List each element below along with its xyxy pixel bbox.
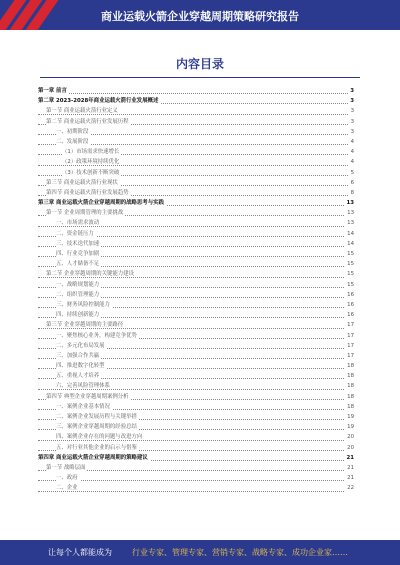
toc-entry-page: 3 (348, 86, 354, 96)
header-banner (0, 0, 400, 30)
toc-entry[interactable] (38, 178, 354, 188)
toc-entry-text: 四、行业竞争加剧 (56, 251, 100, 257)
toc-entry[interactable] (38, 443, 354, 453)
toc-entry-text: 第三节 企业穿越周期的主要路径 (46, 322, 124, 329)
toc-entry[interactable] (38, 453, 354, 463)
toc-entry-text: 三、财务风险控制能力 (56, 301, 110, 308)
toc-entry[interactable] (38, 290, 354, 300)
toc-entry[interactable] (38, 280, 354, 290)
toc-entry-page: 22 (345, 483, 354, 493)
toc-entry-text: 第二节 企业穿越周期的关键能力建设 (46, 271, 134, 278)
toc-entry-text: 第四节 商业运载火箭行业发展趋势 (46, 189, 129, 196)
toc-entry-text: 一、战略规划能力 (56, 281, 100, 288)
toc-entry-text: 第二章 2023-2028年商业运载火箭行业发展概述 (38, 98, 159, 105)
toc-entry-text: 第一节 商业运载火箭行业定义 (46, 108, 118, 115)
toc-entry[interactable] (38, 300, 354, 310)
toc-entry-text: 一、政府 (56, 475, 78, 482)
toc-entry[interactable] (38, 188, 354, 198)
toc-entry[interactable] (38, 86, 354, 96)
toc-entry-text: 四、案例企业存在的问题与改进方向 (56, 434, 143, 441)
toc-entry-page: 21 (345, 473, 354, 483)
toc-entry-page: 6 (349, 178, 354, 188)
toc-entry[interactable] (38, 168, 354, 178)
toc-entry[interactable] (38, 320, 354, 330)
toc-entry-text: 二、发展阶段 (56, 138, 89, 145)
toc-entry-text: 第四章 商业运载火箭企业穿越周期的策略建议 (38, 454, 148, 461)
toc-entry[interactable] (38, 218, 354, 228)
toc-entry[interactable] (38, 402, 354, 412)
toc-entry[interactable] (38, 351, 354, 361)
toc-entry-page: 13 (344, 198, 354, 208)
toc-entry[interactable] (38, 229, 354, 239)
toc-entry-text: 四、推进数字化转型 (56, 363, 105, 370)
toc-entry[interactable] (38, 473, 354, 483)
toc-entry[interactable] (38, 117, 354, 127)
toc-entry-text: 二、企业 (56, 485, 78, 492)
toc-entry-page: 18 (345, 371, 354, 381)
report-title: 商业运载火箭企业穿越周期策略研究报告 (101, 10, 299, 23)
toc-entry-text: 第三节 商业运载火箭行业现状 (46, 179, 118, 186)
toc-entry-page: 3 (349, 117, 354, 127)
toc-entry-text: 六、完善风险管理体系 (56, 383, 110, 390)
toc-entry[interactable] (38, 198, 354, 208)
toc-entry-text: 五、重视人才培养 (56, 373, 100, 380)
toc-entry[interactable] (38, 239, 354, 249)
toc-entry-text: 二、案例企业发展历程与关键举措 (56, 414, 137, 420)
toc-entry-page: 8 (349, 188, 354, 198)
toc-entry[interactable] (38, 208, 354, 218)
toc-entry-text: （3）技术创新不断突破 (62, 169, 120, 176)
toc-entry[interactable] (38, 310, 354, 320)
toc-entry-text: 第三章 商业运载火箭企业穿越周期的战略思考与实践 (38, 200, 164, 207)
toc-entry-page: 16 (345, 290, 354, 300)
toc-entry[interactable] (38, 432, 354, 442)
toc-entry-page: 4 (349, 157, 354, 167)
toc-entry-page: 18 (345, 361, 354, 371)
toc-entry[interactable] (38, 392, 354, 402)
toc-entry-page: 13 (345, 218, 354, 228)
toc-entry-page: 16 (345, 300, 354, 310)
toc-entry-page: 18 (345, 381, 354, 391)
toc-entry-page: 3 (349, 127, 354, 137)
toc-entry-page: 20 (345, 443, 354, 453)
leader-dots (38, 491, 348, 492)
toc-entry-text: （1）市场需求快速增长 (62, 149, 120, 156)
toc-title: 内容目录 (175, 57, 224, 71)
toc-entry-text: 三、技术迭代加速 (56, 240, 100, 247)
toc-entry-page: 14 (345, 239, 354, 249)
toc-entry[interactable] (38, 422, 354, 432)
toc-entry-page: 3 (349, 106, 354, 116)
toc-entry-page: 21 (345, 463, 354, 473)
toc-entry-text: 一、聚焦核心业务，构建竞争优势 (56, 332, 137, 339)
toc-entry-text: 一、市场需求波动 (56, 220, 100, 227)
toc-entry[interactable] (38, 483, 354, 493)
footer-tagline: 行业专家、管理专家、营销专家、战略专家、成功企业家…… (132, 548, 348, 557)
toc-entry-text: 二、组织管理能力 (56, 291, 100, 298)
toc-entry-page: 18 (345, 402, 354, 412)
toc-entry-text: 第一节 企业周期管理的主要挑战 (46, 210, 124, 217)
toc-entry-text: 第四节 典型企业穿越周期案例分析 (46, 393, 129, 400)
toc-entry-page: 15 (345, 269, 354, 279)
toc-entry-page: 4 (349, 147, 354, 157)
toc-entry[interactable] (38, 106, 354, 116)
toc-entry-page: 19 (345, 412, 354, 422)
toc-entry[interactable] (38, 371, 354, 381)
toc-entry-text: 五、人才储备不足 (56, 261, 100, 268)
toc-entry-page: 3 (348, 96, 354, 106)
toc-entry-text: 二、多元化布局发展 (56, 342, 105, 349)
toc-entry-text: 第一节 战略层面 (46, 464, 86, 471)
toc-entry[interactable] (38, 269, 354, 279)
toc-entry-text: 第二节 商业运载火箭行业发展历程 (46, 118, 129, 125)
toc-entry-text: 三、加强合作共赢 (56, 352, 100, 359)
toc-entry-page: 19 (345, 422, 354, 432)
divider (40, 77, 360, 78)
toc-entry-page: 15 (345, 280, 354, 290)
toc-entry-page: 14 (345, 229, 354, 239)
toc-entry-text: 四、持续创新能力 (56, 312, 100, 319)
toc-entry-page: 17 (345, 331, 354, 341)
toc-entry-text: （2）政策环境持续优化 (62, 159, 120, 166)
toc-entry-text: 五、对行业其他企业的启示与借鉴 (56, 444, 137, 451)
toc-entry-text: 一、案例企业基本情况 (56, 403, 110, 410)
footer-banner (0, 540, 400, 565)
toc-entry-page: 15 (345, 259, 354, 269)
toc-entry[interactable] (38, 331, 354, 341)
toc-entry[interactable] (38, 381, 354, 391)
toc-entry-page: 16 (345, 310, 354, 320)
toc-entry-page: 21 (344, 453, 354, 463)
leader-dots (38, 93, 348, 94)
toc-entry-page: 17 (345, 320, 354, 330)
toc-entry[interactable] (38, 341, 354, 351)
toc-entry-text: 第一章 前言 (38, 88, 67, 94)
toc-entry-text: 二、资金链压力 (56, 230, 94, 237)
toc-entry[interactable] (38, 96, 354, 106)
toc-entry-page: 17 (345, 351, 354, 361)
toc-entry[interactable] (38, 147, 354, 157)
toc-entry[interactable] (38, 127, 354, 137)
toc-entry[interactable] (38, 463, 354, 473)
toc-entry[interactable] (38, 412, 354, 422)
toc-entry[interactable] (38, 361, 354, 371)
toc-entry[interactable] (38, 259, 354, 269)
toc-entry-text: 三、案例企业穿越周期的经验总结 (56, 424, 137, 431)
toc-entry-text: 一、初期阶段 (56, 128, 89, 135)
table-of-contents (38, 86, 354, 494)
toc-entry-page: 20 (345, 432, 354, 442)
toc-entry-page: 18 (345, 392, 354, 402)
toc-entry-page: 4 (349, 137, 354, 147)
footer-slogan: 让每个人都能成为 (48, 548, 112, 557)
toc-entry-page: 15 (345, 249, 354, 259)
toc-entry[interactable] (38, 249, 354, 259)
toc-entry[interactable] (38, 137, 354, 147)
leader-dots (38, 480, 348, 481)
toc-entry-page: 13 (345, 208, 354, 218)
toc-entry-page: 17 (345, 341, 354, 351)
toc-entry-page: 5 (349, 168, 354, 178)
toc-entry[interactable] (38, 157, 354, 167)
